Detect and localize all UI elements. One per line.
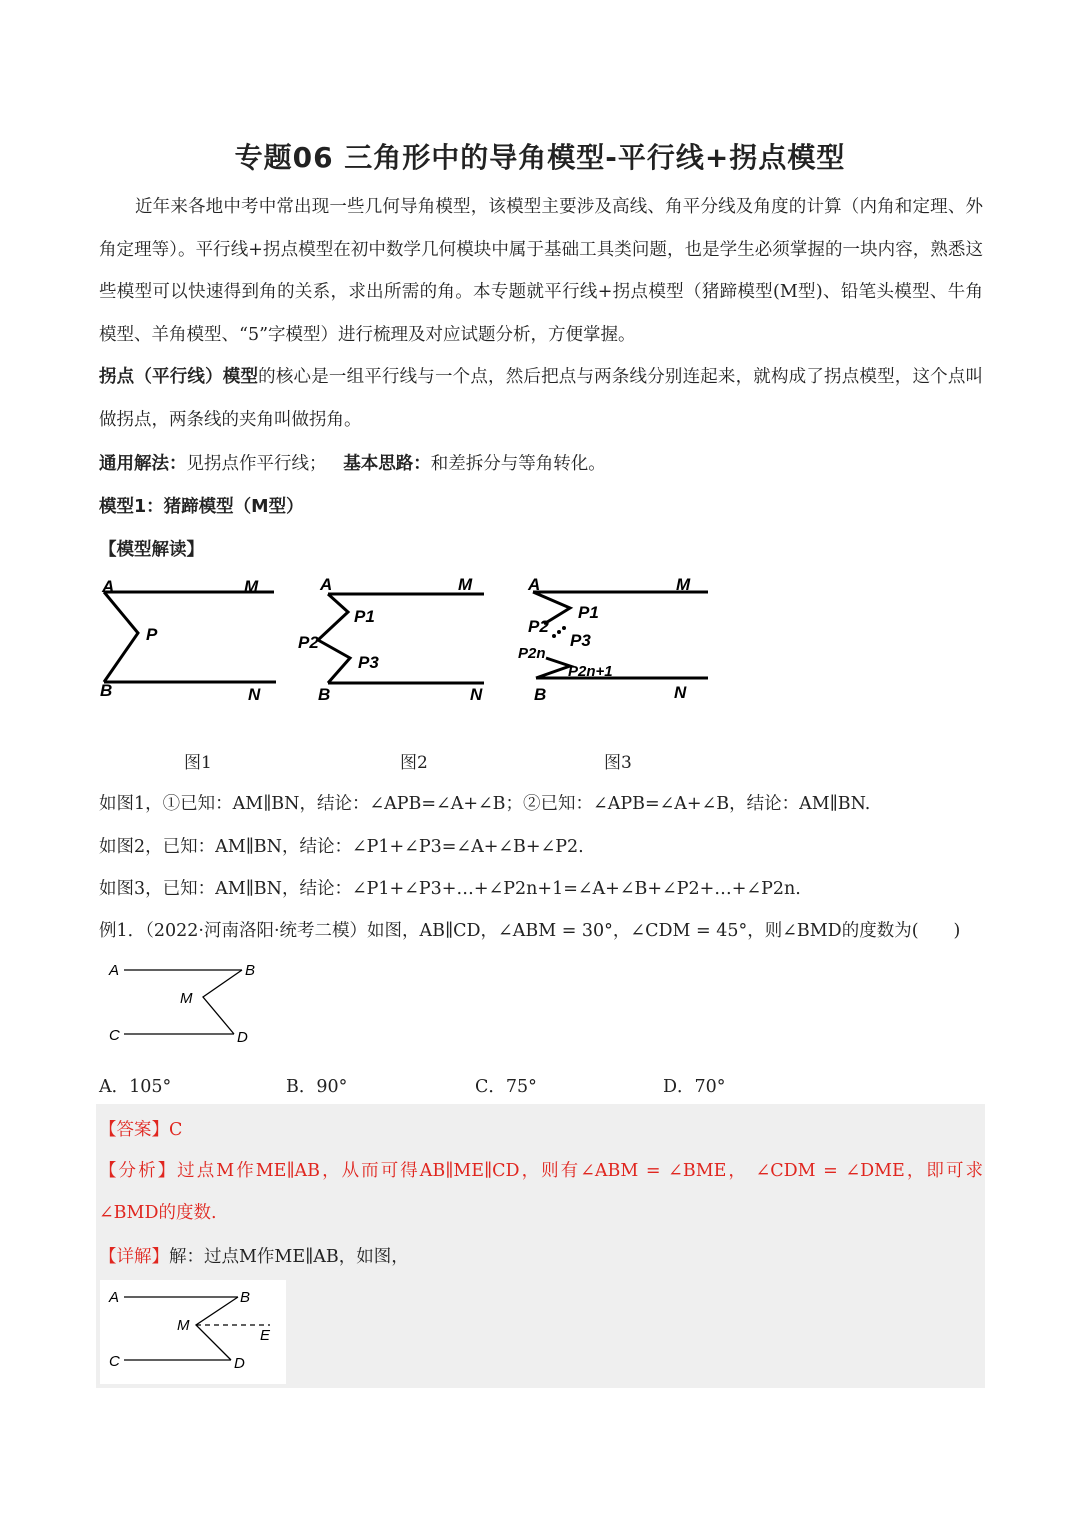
answer-line xyxy=(99,1116,182,1141)
option-b-letter: B． xyxy=(286,1077,317,1097)
fig3-label-a: A xyxy=(528,575,541,594)
option-a-value: 105° xyxy=(129,1077,172,1097)
method-label-2: 基本思路： xyxy=(343,454,431,474)
fig2-zigzag xyxy=(318,594,350,683)
analysis-text: 过点M作ME∥AB，从而可得AB∥ME∥CD，则有∠ABM = ∠BME， ∠CDM = ∠DME，即可求∠BMD的度数. xyxy=(99,1161,983,1223)
fig3-label-b: B xyxy=(534,685,547,704)
fig1-label-m: M xyxy=(244,577,259,596)
fig1-label-n: N xyxy=(248,685,261,704)
core-term: 拐点（平行线）模型 xyxy=(99,367,259,387)
option-d xyxy=(663,1073,726,1098)
detail-line xyxy=(99,1243,409,1268)
fig3-dots xyxy=(552,626,566,638)
method-text-2: 和差拆分与等角转化。 xyxy=(430,454,606,474)
solution-label-a: A xyxy=(109,1289,120,1306)
model-figures xyxy=(96,570,716,710)
fig2-label-p3: P3 xyxy=(358,653,379,672)
fig2-label-b: B xyxy=(318,685,331,704)
fig3-label-p2n1: P2n+1 xyxy=(568,663,613,680)
method-text-1: 见拐点作平行线； xyxy=(186,454,327,474)
example-question: 例1．（2022·河南洛阳·统考二模）如图，AB∥CD，∠ABM = 30°，∠CDM = 45°，则∠BMD的度数为( ) xyxy=(99,921,961,941)
example-figure xyxy=(100,956,270,1048)
example-label-a: A xyxy=(109,962,120,979)
detail-text: 解：过点M作ME∥AB，如图， xyxy=(169,1247,409,1267)
option-b xyxy=(286,1073,347,1098)
answer-value: C xyxy=(169,1120,183,1140)
caption-fig2: 图2 xyxy=(400,753,428,773)
intro-paragraph: 近年来各地中考中常出现一些几何导角模型，该模型主要涉及高线、角平分线及角度的计算（内角和定理、外角定理等）。平行线+拐点模型在初中数学几何模块中属于基础工具类问题，也是学生必须掌握的一块内容，熟悉这些模型可以快速得到角的关系，求出所需的角。本专题就平行线+拐点模型（猪蹄模型(M型)、铅笔头模型、牛角模型、羊角模型、“5”字模型）进行梳理及对应试题分析，方便掌握。 xyxy=(99,197,983,345)
fig3-label-n: N xyxy=(674,683,687,702)
fig1-zigzag xyxy=(104,592,138,682)
solution-figure xyxy=(100,1280,286,1384)
fig1-label-b: B xyxy=(100,681,113,700)
fig3-label-p2: P2 xyxy=(528,617,549,636)
method-label-1: 通用解法： xyxy=(99,454,187,474)
core-text: 的核心是一组平行线与一个点，然后把点与两条线分别连起来，就构成了拐点模型，这个点叫做拐点，两条线的夹角叫做拐角。 xyxy=(99,367,984,430)
option-a-letter: A． xyxy=(99,1077,130,1097)
analysis-tag: 【分析】 xyxy=(99,1161,178,1181)
fig2-label-a: A xyxy=(320,575,333,594)
conclusion-2: 如图2，已知：AM∥BN，结论：∠P1+∠P3=∠A+∠B+∠P2. xyxy=(99,837,584,857)
solution-label-m: M xyxy=(177,1317,190,1334)
fig3-label-m: M xyxy=(676,575,691,594)
fig2-label-p1: P1 xyxy=(354,607,375,626)
example-label-b: B xyxy=(245,962,256,979)
answer-tag: 【答案】 xyxy=(99,1120,169,1140)
conclusion-1: 如图1，①已知：AM∥BN，结论：∠APB=∠A+∠B；②已知：∠APB=∠A+∠B，结论：AM∥BN. xyxy=(99,794,871,814)
method-line xyxy=(99,450,606,475)
example-label-d: D xyxy=(237,1029,248,1046)
page-title: 专题06 三角形中的导角模型-平行线+拐点模型 xyxy=(234,141,846,174)
fig1-label-a: A xyxy=(102,577,115,596)
detail-tag: 【详解】 xyxy=(99,1247,169,1267)
analysis-paragraph xyxy=(99,1150,983,1234)
caption-fig1: 图1 xyxy=(184,753,212,773)
option-d-letter: D． xyxy=(663,1077,695,1097)
option-b-value: 90° xyxy=(316,1077,348,1097)
option-c-letter: C． xyxy=(475,1077,506,1097)
core-paragraph xyxy=(99,356,983,441)
option-a xyxy=(99,1073,171,1098)
caption-fig3: 图3 xyxy=(604,753,632,773)
fig3-label-p3: P3 xyxy=(570,631,591,650)
model1-heading: 模型1：猪蹄模型（M型） xyxy=(99,497,304,517)
fig2-label-m: M xyxy=(458,575,473,594)
option-c xyxy=(475,1073,537,1098)
solution-label-b: B xyxy=(240,1289,251,1306)
solution-label-e: E xyxy=(260,1327,271,1344)
solution-figure-bg xyxy=(100,1280,286,1384)
fig3-label-p1: P1 xyxy=(578,603,599,622)
example-label-m: M xyxy=(180,990,193,1007)
solution-label-d: D xyxy=(234,1355,245,1372)
example-zigzag xyxy=(203,970,242,1034)
fig2-label-n: N xyxy=(470,685,483,704)
option-c-value: 75° xyxy=(505,1077,537,1097)
option-d-value: 70° xyxy=(694,1077,726,1097)
conclusion-3: 如图3，已知：AM∥BN，结论：∠P1+∠P3+…+∠P2n+1=∠A+∠B+∠P2+…+∠P2n. xyxy=(99,879,801,899)
solution-label-c: C xyxy=(109,1353,120,1370)
example-label-c: C xyxy=(109,1027,120,1044)
fig1-label-p: P xyxy=(146,625,158,644)
fig3-label-p2n: P2n xyxy=(518,645,546,662)
fig2-label-p2: P2 xyxy=(298,633,319,652)
model-read-heading: 【模型解读】 xyxy=(99,540,204,560)
